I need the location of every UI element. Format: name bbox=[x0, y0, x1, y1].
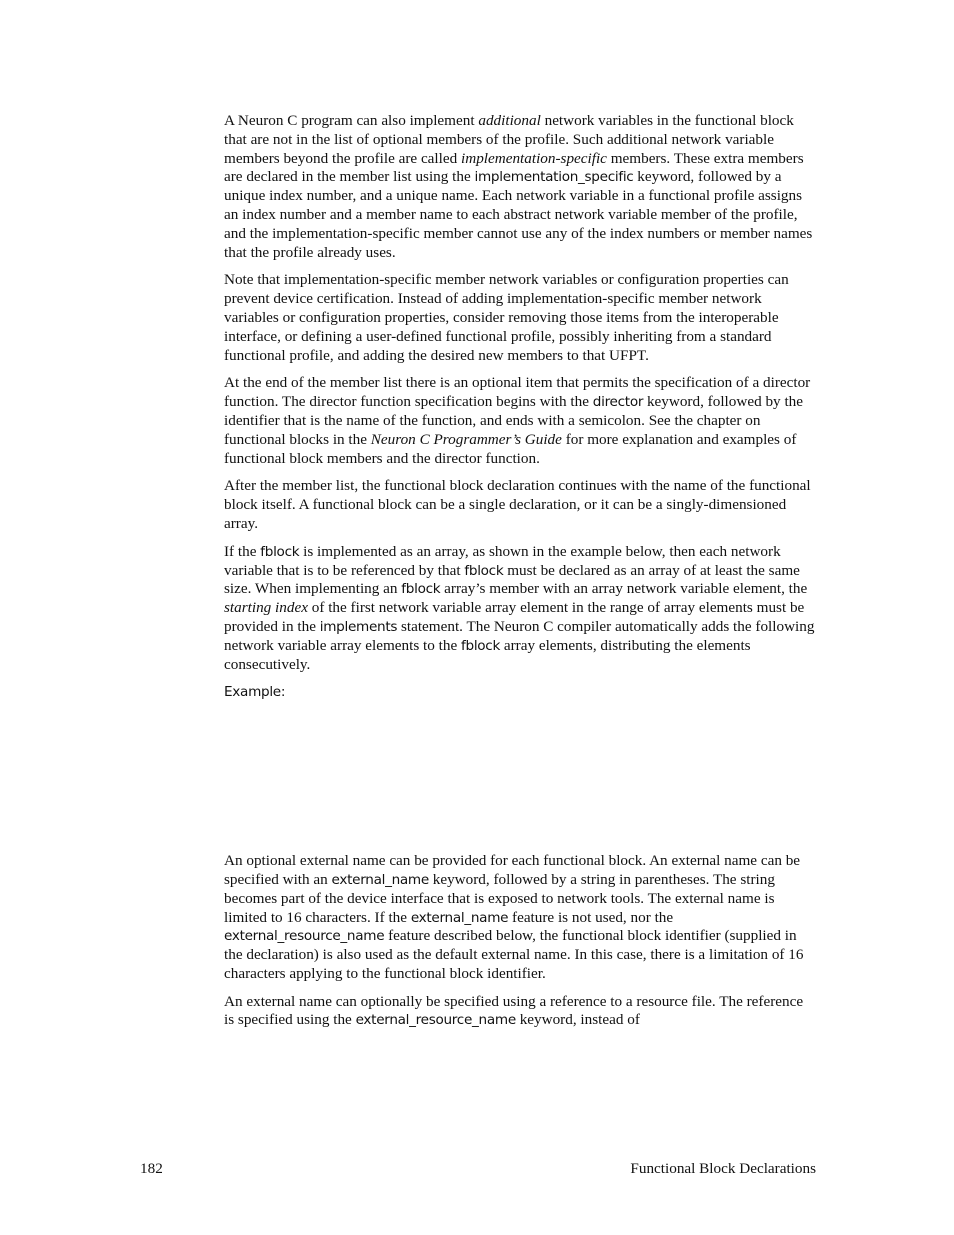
paragraph-implementation-specific bbox=[224, 112, 816, 262]
page-body bbox=[224, 112, 816, 1039]
example-heading: Example: bbox=[224, 684, 286, 701]
text-run: for more explanation and examples of functional block members and the director function. bbox=[224, 430, 797, 467]
text-run: If the bbox=[224, 542, 261, 560]
text-run: statement. The Neuron C compiler automatically adds the following network variable array elements to the bbox=[224, 617, 815, 654]
text-run: array elements, distributing the elements consecutively. bbox=[224, 636, 751, 673]
keyword-director: director bbox=[592, 394, 644, 411]
paragraph-director-function bbox=[224, 374, 816, 468]
paragraph-external-name bbox=[224, 852, 816, 984]
paragraph-member-list bbox=[224, 477, 816, 533]
emphasis-additional: additional bbox=[478, 112, 541, 129]
page-number: 182 bbox=[140, 1160, 163, 1177]
keyword-fblock: fblock bbox=[464, 562, 504, 579]
keyword-external-resource-name: external_resource_name bbox=[224, 928, 385, 945]
text-run: network variables in the functional block that are not in the list of optional members of the profile. Such additional network variable members beyond the profile are called bbox=[224, 112, 794, 167]
text-run: keyword, followed by a unique index number, and a unique name. Each network variable in a functional profile assigns an index number and a member name to each abstract network variable member of the profile, and the implementation-specific member cannot use any of the index numbers or member names that the profile already uses. bbox=[224, 168, 813, 261]
footer-section-title: Functional Block Declarations bbox=[630, 1160, 816, 1177]
keyword-external-name: external_name bbox=[410, 909, 509, 926]
text-run: Note that implementation-specific member network variables or configuration properties can prevent device certification. Instead of adding implementation-specific member network variables or configuration properties, consider removing those items from the interoperable interface, or defining a user-defined functional profile, possibly inheriting from a standard functional profile, and adding the desired new members to that UFPT. bbox=[224, 271, 789, 364]
text-run: An optional external name can be provided for each functional block. An external name can be specified with an bbox=[224, 852, 801, 888]
emphasis-starting-index: starting index bbox=[224, 599, 308, 617]
keyword-fblock: fblock bbox=[401, 581, 441, 598]
paragraph-fblock-array bbox=[224, 543, 816, 675]
text-run: array’s member with an array network variable element, the bbox=[440, 580, 808, 598]
keyword-fblock: fblock bbox=[461, 637, 501, 654]
text-run: An external name can optionally be specified using a reference to a resource file. The reference is specified using the bbox=[224, 992, 804, 1029]
paragraph-resource-file bbox=[224, 993, 816, 1031]
keyword-external-name: external_name bbox=[331, 871, 429, 888]
text-run: feature described below, the functional block identifier (supplied in the declaration) is also used as the default external name. In this case, there is a limitation of 16 characters applying to the functional block identifier. bbox=[224, 927, 804, 982]
keyword-fblock: fblock bbox=[260, 543, 300, 560]
example-code-area bbox=[224, 702, 816, 852]
text-run: At the end of the member list there is an optional item that permits the specification of a director function. The director function specification begins with the bbox=[224, 374, 811, 411]
text-run: is implemented as an array, as shown in the example below, then each network variable that is to be referenced by that bbox=[224, 542, 781, 579]
text-run: must be declared as an array of at least the same size. When implementing an bbox=[224, 561, 800, 598]
paragraph-certification-note bbox=[224, 271, 816, 365]
emphasis-implementation-specific: implementation-specific bbox=[461, 149, 607, 167]
text-run: of the first network variable array element in the range of array elements must be provided in the bbox=[224, 599, 805, 635]
text-run: A Neuron C program can also implement bbox=[224, 112, 479, 129]
text-run: keyword, followed by a string in parentheses. The string becomes part of the device interface that is exposed to network tools. The external name is limited to 16 characters. If the bbox=[224, 870, 775, 926]
text-run: After the member list, the functional block declaration continues with the name of the functional block itself. A functional block can be a single declaration, or it can be a singly-dimensioned array. bbox=[224, 477, 811, 532]
keyword-external-resource-name: external_resource_name bbox=[355, 1012, 516, 1029]
text-run: keyword, instead of bbox=[515, 1011, 640, 1029]
keyword-implements: implements bbox=[319, 618, 398, 635]
text-run: feature is not used, nor the bbox=[508, 908, 674, 926]
keyword-implementation-specific: implementation_specific bbox=[474, 169, 634, 186]
text-run: keyword, followed by the identifier that is the name of the function, and ends with a semicolon. See the chapter on functional blocks in the bbox=[224, 393, 803, 448]
emphasis-book-title: Neuron C Programmer’s Guide bbox=[370, 430, 562, 448]
text-run: members. These extra members are declared in the member list using the bbox=[224, 149, 804, 186]
